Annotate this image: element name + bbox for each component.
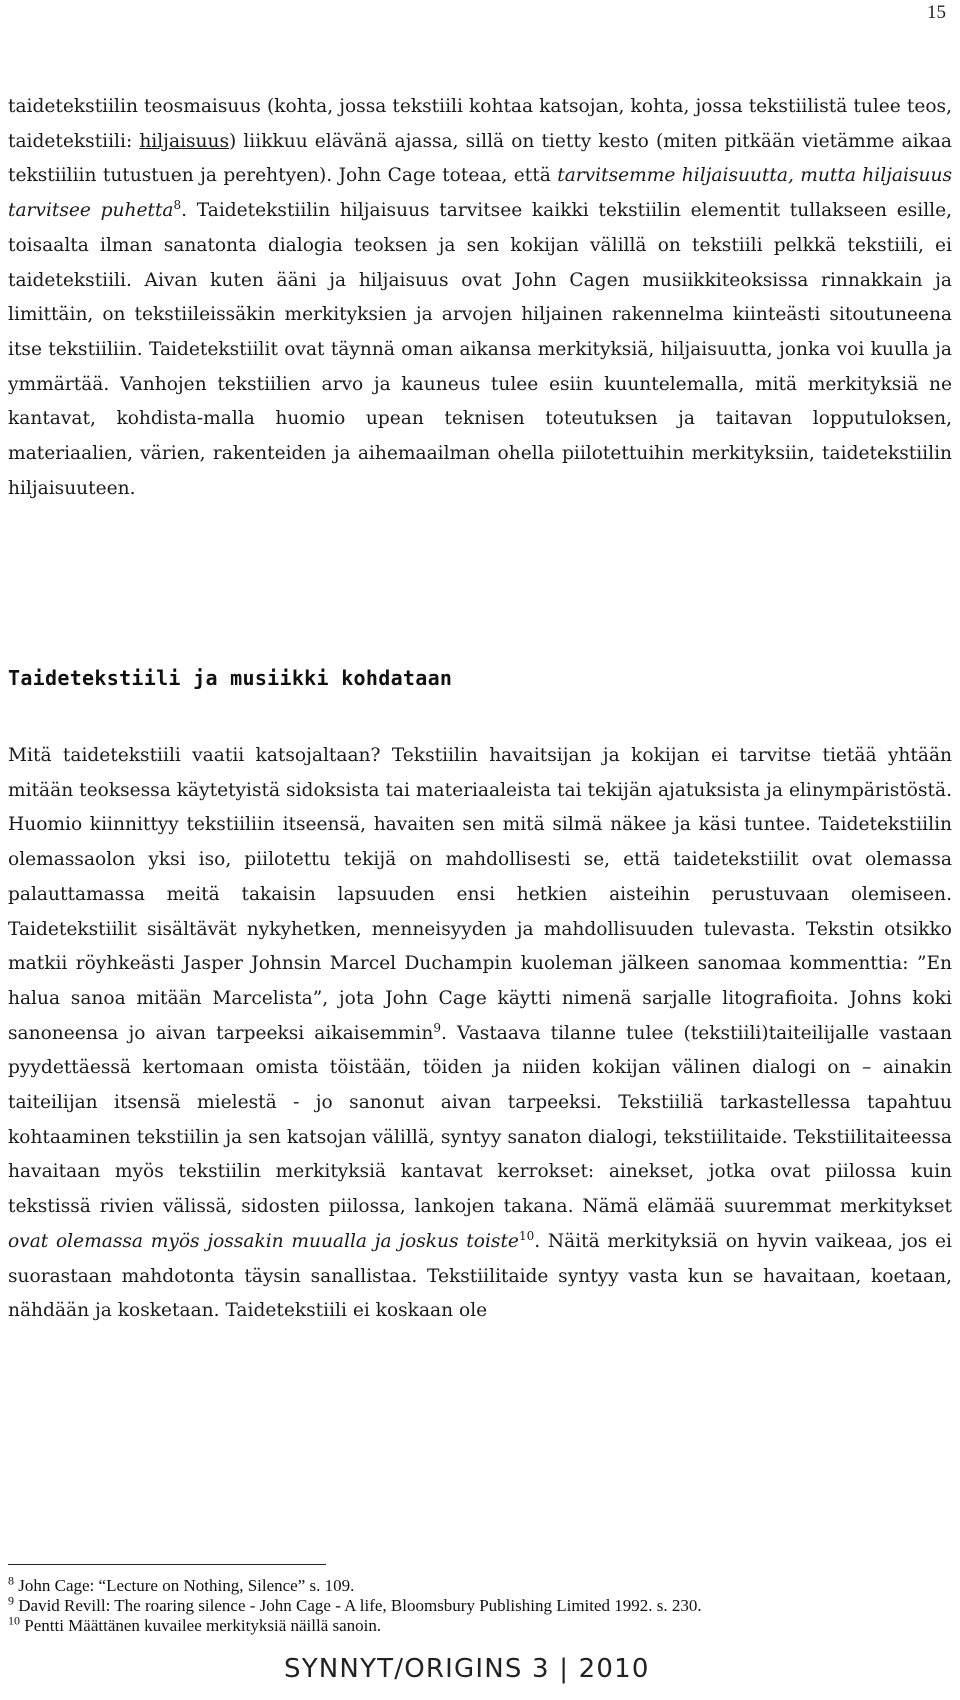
footnote-number: 9 xyxy=(8,1593,14,1608)
footnote-number: 10 xyxy=(8,1613,20,1628)
footnote-ref-9: 9 xyxy=(433,1020,441,1035)
footnote-ref-8: 8 xyxy=(173,197,182,212)
paragraph-2-text-1: Mitä taidetekstiili vaatii katsojaltaan? Tekstiilin havaitsijan ja kokijan ei tarvitse tietää yhtään mitään teoksessa käytetyistä sidoksista tai materiaaleista tai tekijän ajatuksista ja elinympäristöstä. Huomio kiinnittyy tekstiiliin itseensä, havaiten sen mitä silmä näkee ja käsi tuntee. Taidetekstiilin olemassaolon yksi iso, piilotettu tekijä on mahdollisesti se, että taidetekstiilit ovat olemassa palauttamassa meitä takaisin lapsuuden ensi hetkien aisteihin perustuvaan olemiseen. Taidetekstiilit sisältävät nykyhetken, menneisyyden ja mahdollisuuden tulevasta. Tekstin otsikko matkii röyhkeästi Jasper Johnsin Marcel Duchampin kuoleman jälkeen sanomaa kommenttia: ”En halua sanoa mitään Marcelista”, jota John Cage käytti nimenä sarjalle litografioita. Johns koki sanoneensa jo aivan tarpeeksi aikaisemmin xyxy=(8,745,952,1044)
footer-label: SYNNYT/ORIGINS 3 | 2010 xyxy=(284,1654,650,1684)
footnote-10 xyxy=(8,1613,952,1636)
section-heading: Taidetekstiili ja musiikki kohdataan xyxy=(8,666,453,690)
body-paragraph-2 xyxy=(8,739,952,1329)
paragraph-1-italic-quote: tarvitsemme hiljaisuutta, mutta hiljaisuus tarvitsee puhetta xyxy=(8,165,952,222)
paragraph-1-text-3: . Taidetekstiilin hiljaisuus tarvitsee kaikki tekstiilin elementit tullakseen esille, toisaalta ilman sanatonta dialogia teoksen ja sen kokijan välillä on tekstiili pelkkä tekstiili, ei taidetekstiili. Aivan kuten ääni ja hiljaisuus ovat John Cagen musiikkiteoksissa rinnakkain ja limittäin, on tekstiileissäkin merkityksien ja arvojen hiljainen rakennelma kiinteästi sitoutuneena itse tekstiiliin. Taidetekstiilit ovat täynnä oman aikansa merkityksiä, hiljaisuutta, jonka voi kuulla ja ymmärtää. Vanhojen tekstiilien arvo ja kauneus tulee esiin kuuntelemalla, mitä merkityksiä ne kantavat, kohdista-malla huomio upean teknisen toteutuksen ja taitavan lopputuloksen, materiaalien, värien, rakenteiden ja aihemaailman ohella piilotettuihin merkityksiin, taidetekstiilin hiljaisuuteen. xyxy=(8,200,953,499)
footnote-number: 8 xyxy=(8,1573,14,1588)
footnote-divider xyxy=(8,1564,326,1565)
paragraph-2-text-3: . Näitä merkityksiä on hyvin vaikeaa, jos ei suorastaan mahdotonta täysin sanallistaa. Tekstiilitaide syntyy vasta kun se havaitaan, koetaan, nähdään ja kosketaan. Taidetekstiili ei koskaan ole xyxy=(8,1230,952,1322)
footnote-ref-10: 10 xyxy=(518,1228,535,1243)
footnote-8 xyxy=(8,1573,952,1596)
page-number: 15 xyxy=(927,2,946,23)
footnotes xyxy=(8,1573,952,1636)
footnote-9 xyxy=(8,1593,952,1616)
paragraph-1-text-2: ) liikkuu elävänä ajassa, sillä on tietty kesto (miten pitkään vietämme aikaa tekstiiliin tutustuen ja perehtyen). John Cage toteaa, että xyxy=(8,130,952,187)
paragraph-1-underlined-text: hiljaisuus xyxy=(139,130,230,152)
paragraph-2-text-2: . Vastaava tilanne tulee (tekstiili)taiteilijalle vastaan pyydettäessä kertomaan omista töistään, töiden ja niiden kokijan välinen dialogi on – ainakin taiteilijan itsensä mielestä - jo sanonut aivan tarpeeksi. Tekstiiliä tarkastellessa tapahtuu kohtaaminen tekstiilin ja sen katsojan välillä, syntyy sanaton dialogi, tekstiilitaide. Tekstiilitaiteessa havaitaan myös tekstiilin merkityksiä kantavat kerrokset: ainekset, jotka ovat piilossa kuin tekstissä rivien välissä, sidosten piilossa, lankojen takana. Nämä elämää suuremmat merkitykset xyxy=(8,1022,952,1218)
footnote-text: John Cage: “Lecture on Nothing, Silence” s. 109. xyxy=(14,1576,355,1595)
body-paragraph-1 xyxy=(8,90,952,506)
footnote-text: Pentti Määttänen kuvailee merkityksiä näillä sanoin. xyxy=(20,1616,382,1635)
footnote-text: David Revill: The roaring silence - John Cage - A life, Bloomsbury Publishing Limited 1992. s. 230. xyxy=(14,1596,702,1615)
paragraph-1-text-1: taidetekstiilin teosmaisuus (kohta, jossa tekstiili kohtaa katsojan, kohta, jossa tekstiilistä tulee teos, taidetekstiili: xyxy=(8,96,952,152)
paragraph-2-italic-quote: ovat olemassa myös jossakin muualla ja joskus toiste xyxy=(8,1230,519,1252)
